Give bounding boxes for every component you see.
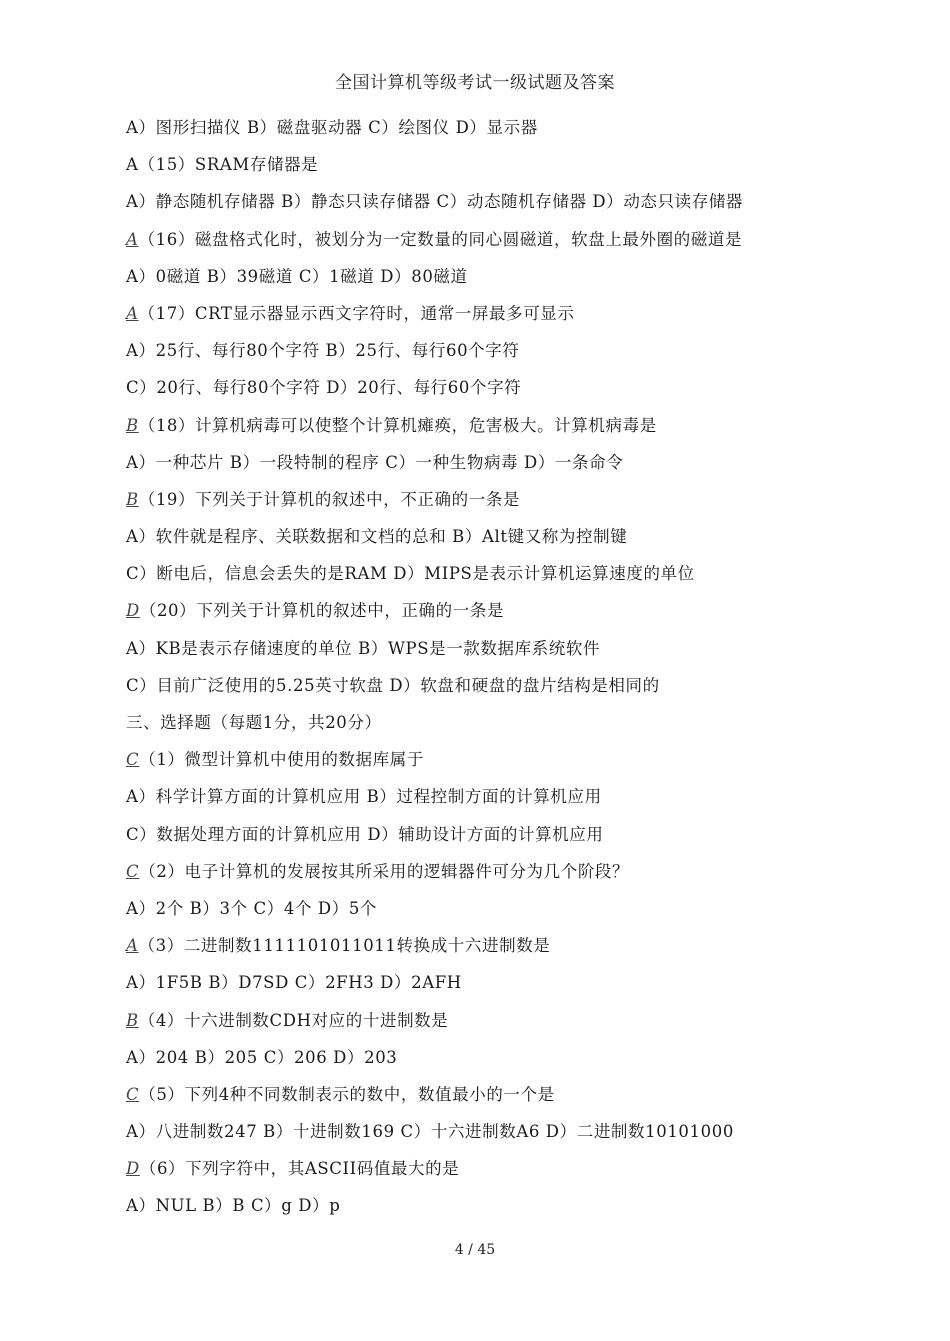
- document-body: [126, 109, 886, 1225]
- text-line: [126, 927, 886, 964]
- line-text: A）科学计算方面的计算机应用 B）过程控制方面的计算机应用: [126, 787, 602, 807]
- answer-mark: D: [126, 601, 140, 621]
- page-number: 4 / 45: [454, 1242, 496, 1258]
- answer-mark: A: [126, 229, 139, 249]
- line-text: （6）下列字符中，其ASCII码值最大的是: [139, 1159, 460, 1179]
- line-text: C）断电后，信息会丢失的是RAM D）MIPS是表示计算机运算速度的单位: [126, 564, 695, 584]
- page-title: 全国计算机等级考试一级试题及答案: [335, 73, 615, 93]
- text-line: [126, 592, 886, 629]
- line-text: A）2个 B）3个 C）4个 D）5个: [126, 898, 378, 918]
- line-text: （3）二进制数1111101011011转换成十六进制数是: [138, 936, 551, 956]
- line-text: （20）下列关于计算机的叙述中，正确的一条是: [139, 601, 505, 621]
- line-text: A）静态随机存储器 B）静态只读存储器 C）动态随机存储器 D）动态只读存储器: [126, 192, 744, 212]
- line-text: A（15）SRAM存储器是: [126, 155, 319, 175]
- text-line: [126, 1076, 886, 1113]
- text-line: [126, 518, 886, 555]
- answer-mark: C: [126, 750, 140, 770]
- line-text: A）一种芯片 B）一段特制的程序 C）一种生物病毒 D）一条命令: [126, 452, 624, 472]
- text-line: [126, 444, 886, 481]
- line-text: A）KB是表示存储速度的单位 B）WPS是一款数据库系统软件: [126, 638, 601, 658]
- text-line: [126, 369, 886, 406]
- text-line: [126, 1039, 886, 1076]
- line-text: A）0磁道 B）39磁道 C）1磁道 D）80磁道: [126, 266, 468, 286]
- text-line: [126, 555, 886, 592]
- answer-mark: C: [126, 1084, 140, 1104]
- line-text: A）25行、每行80个字符 B）25行、每行60个字符: [126, 341, 520, 361]
- text-line: [126, 221, 886, 258]
- text-line: [126, 964, 886, 1001]
- line-text: （17）CRT显示器显示西文字符时，通常一屏最多可显示: [138, 303, 575, 323]
- answer-mark: A: [126, 936, 139, 956]
- text-line: [126, 1113, 886, 1150]
- line-text: A）1F5B B）D7SD C）2FH3 D）2AFH: [126, 973, 462, 993]
- text-line: [126, 704, 886, 741]
- line-text: A）图形扫描仪 B）磁盘驱动器 C）绘图仪 D）显示器: [126, 118, 538, 137]
- text-line: [126, 630, 886, 667]
- text-line: [126, 481, 886, 518]
- text-line: [126, 816, 886, 853]
- text-line: [126, 1002, 886, 1039]
- line-text: C）数据处理方面的计算机应用 D）辅助设计方面的计算机应用: [126, 824, 604, 844]
- text-line: [126, 109, 886, 146]
- answer-mark: B: [126, 1010, 139, 1030]
- text-line: [126, 741, 886, 778]
- line-text: （2）电子计算机的发展按其所采用的逻辑器件可分为几个阶段？: [139, 861, 630, 881]
- line-text: C）20行、每行80个字符 D）20行、每行60个字符: [126, 378, 522, 398]
- text-line: [126, 332, 886, 369]
- text-line: [126, 1150, 886, 1187]
- text-line: [126, 667, 886, 704]
- line-text: （16）磁盘格式化时，被划分为一定数量的同心圆磁道，软盘上最外圈的磁道是: [138, 229, 743, 249]
- text-line: [126, 853, 886, 890]
- line-text: （18）计算机病毒可以使整个计算机瘫痪，危害极大。计算机病毒是: [138, 415, 657, 435]
- text-line: [126, 1187, 886, 1224]
- line-text: A）204 B）205 C）206 D）203: [126, 1047, 398, 1067]
- text-line: [126, 183, 886, 220]
- line-text: C）目前广泛使用的5.25英寸软盘 D）软盘和硬盘的盘片结构是相同的: [126, 675, 660, 695]
- answer-mark: A: [126, 303, 139, 323]
- line-text: （5）下列4种不同数制表示的数中，数值最小的一个是: [139, 1084, 555, 1104]
- answer-mark: B: [126, 415, 139, 435]
- text-line: [126, 890, 886, 927]
- line-text: （19）下列关于计算机的叙述中，不正确的一条是: [138, 489, 521, 509]
- text-line: [126, 258, 886, 295]
- text-line: [126, 146, 886, 183]
- answer-mark: C: [126, 861, 140, 881]
- text-line: [126, 295, 886, 332]
- text-line: [126, 407, 886, 444]
- answer-mark: D: [126, 1159, 140, 1179]
- answer-mark: B: [126, 489, 139, 509]
- line-text: A）软件就是程序、关联数据和文档的总和 B）Alt键又称为控制键: [126, 527, 628, 547]
- line-text: 三、选择题（每题1分，共20分）: [126, 713, 382, 732]
- line-text: （1）微型计算机中使用的数据库属于: [139, 750, 424, 770]
- line-text: A）八进制数247 B）十进制数169 C）十六进制数A6 D）二进制数10101000: [126, 1122, 734, 1142]
- text-line: [126, 778, 886, 815]
- line-text: （4）十六进制数CDH对应的十进制数是: [138, 1010, 449, 1030]
- line-text: A）NUL B）B C）g D）p: [126, 1196, 341, 1216]
